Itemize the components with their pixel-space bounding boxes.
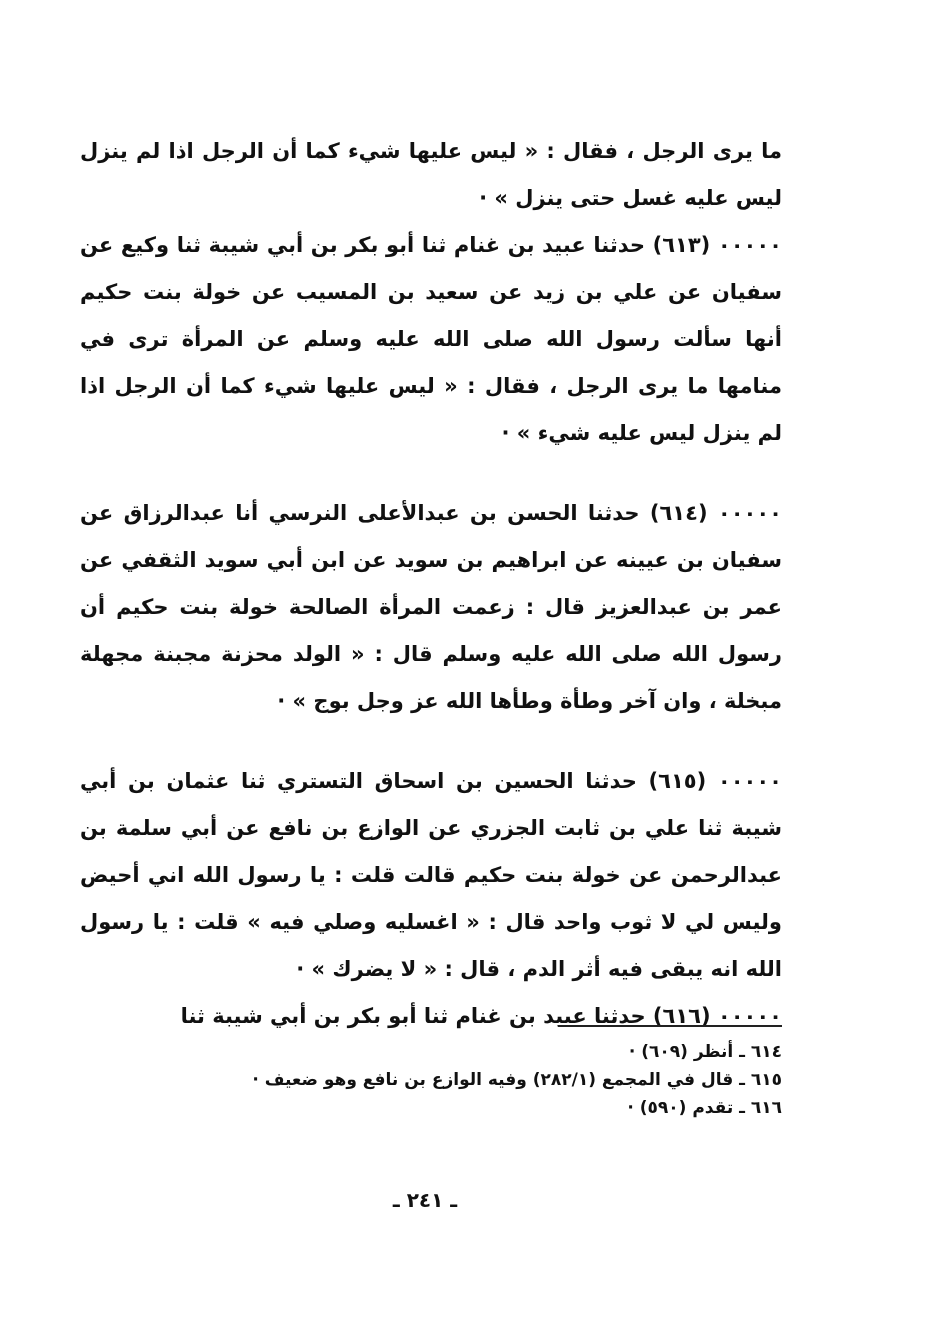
footnote-614: ٦١٤ ـ أنظر (٦٠٩) · — [628, 1042, 782, 1062]
paragraph-hadith-614: ٠٠٠٠٠ (٦١٤) حدثنا الحسن بن عبدالأعلى النرسي أنا عبدالرزاق عن سفيان بن عيينه عن ابراهيم بن سويد عن ابن أبي سويد الثقفي عن عمر بن عبدالعزيز قال : زعمت المرأة الصالحة خولة بنت حكيم أن رسول الله صلى الله عليه وسلم قال : « الولد محزنة مجبنة مجهلة مبخلة ، وان آخر وطأة وطأها الله عز وجل بوج » · — [80, 501, 782, 713]
page-number: ـ ٢٤١ ـ — [392, 1188, 458, 1212]
footnotes — [100, 1038, 782, 1122]
footnote-615: ٦١٥ ـ قال في المجمع (٢٨٢/١) وفيه الوازع بن نافع وهو ضعيف · — [252, 1070, 782, 1090]
main-text — [80, 128, 782, 1040]
paragraph-continuation: ما يرى الرجل ، فقال : « ليس عليها شيء كما أن الرجل اذا لم ينزل ليس عليه غسل حتى ينزل » · — [80, 139, 782, 210]
footnote-616: ٦١٦ ـ تقدم (٥٩٠) · — [627, 1098, 782, 1118]
paragraph-hadith-615: ٠٠٠٠٠ (٦١٥) حدثنا الحسين بن اسحاق التستري ثنا عثمان بن أبي شيبة ثنا علي بن ثابت الجزري عن الوازع بن نافع عن أبي سلمة بن عبدالرحمن عن خولة بنت حكيم قالت قلت : يا رسول الله اني أحيض وليس لي لا ثوب واحد قال : « اغسليه وصلي فيه » قلت : يا رسول الله انه يبقى فيه أثر الدم ، قال : « لا يضرك » · — [80, 769, 782, 981]
paragraph-hadith-616: ٠٠٠٠٠ (٦١٦) حدثنا عبيد بن غنام ثنا أبو بكر بن أبي شيبة ثنا — [180, 1004, 782, 1028]
footnote-divider — [558, 1025, 782, 1027]
paragraph-hadith-613: ٠٠٠٠٠ (٦١٣) حدثنا عبيد بن غنام ثنا أبو بكر بن أبي شيبة ثنا وكيع عن سفيان عن علي بن زيد عن سعيد بن المسيب عن خولة بنت حكيم أنها سألت رسول الله صلى الله عليه وسلم عن المرأة ترى في منامها ما يرى الرجل ، فقال : « ليس عليها شيء كما أن الرجل اذا لم ينزل ليس عليه شيء » · — [80, 233, 782, 445]
